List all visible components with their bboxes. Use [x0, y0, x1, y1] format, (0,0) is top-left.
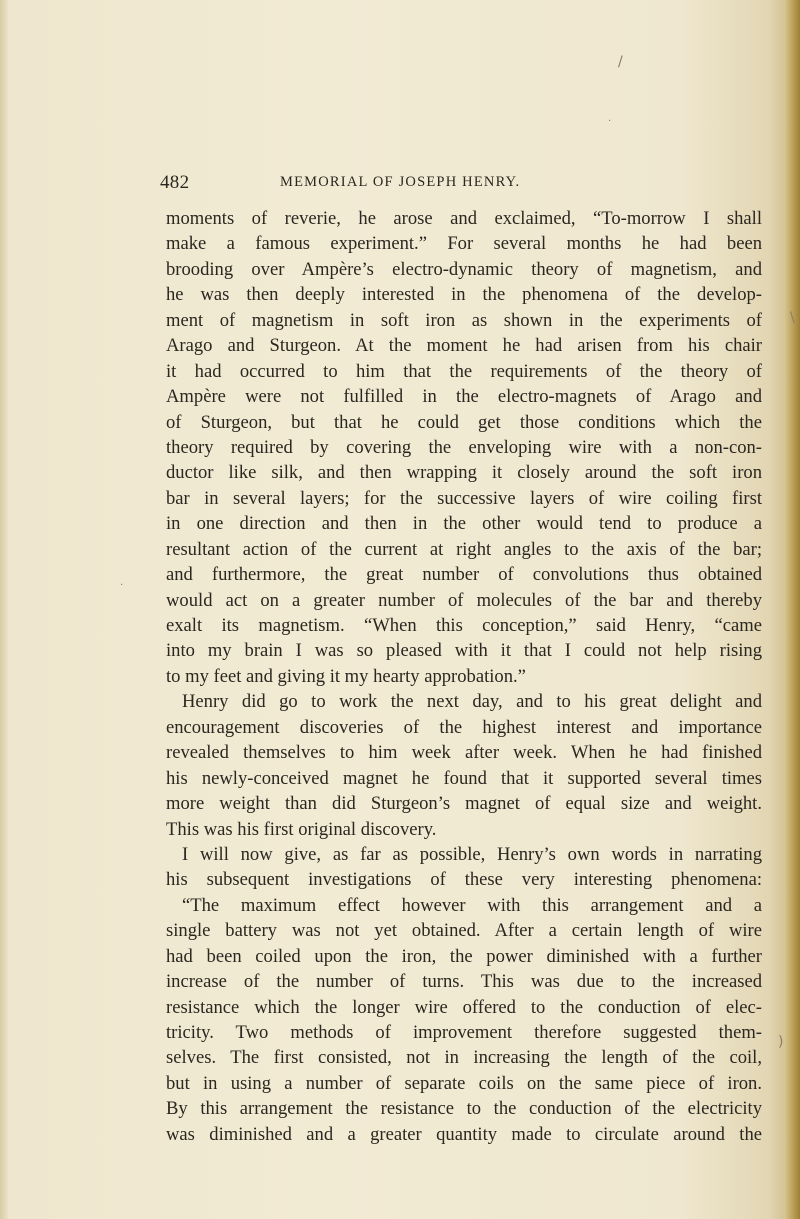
text-line: had been coiled upon the iron, the power diminished with a further [166, 945, 762, 967]
text-line: in one direction and then in the other would tend to produce a [166, 513, 762, 535]
text-line: into my brain I was so pleased with it that I could not help rising [166, 640, 762, 662]
text-line: selves. The first consisted, not in increasing the length of the coil, [166, 1047, 762, 1069]
text-line: would act on a greater number of molecules of the bar and thereby [166, 589, 762, 611]
margin-mark: \ [790, 310, 795, 326]
pencil-mark: / [618, 54, 623, 70]
text-line: By this arrangement the resistance to the conduction of the electricity [166, 1098, 762, 1120]
page-header [160, 172, 760, 196]
text-line: This was his first original discovery. [166, 818, 437, 840]
text-line: it had occurred to him that the requirements of the theory of [166, 360, 762, 382]
text-line: bar in several layers; for the successive layers of wire coiling first [166, 487, 762, 509]
text-line: his newly-conceived magnet he found that it supported several times [166, 767, 762, 789]
text-line: but in using a number of separate coils on the same piece of iron. [166, 1072, 762, 1094]
text-line: and furthermore, the great number of convolutions thus obtained [166, 564, 762, 586]
text-line: “The maximum effect however with this arrangement and a [182, 894, 762, 916]
text-line: of Sturgeon, but that he could get those conditions which the [166, 411, 762, 433]
text-line: tricity. Two methods of improvement therefore suggested them- [166, 1022, 762, 1043]
text-line: Ampère were not fulfilled in the electro-magnets of Arago and [166, 386, 762, 408]
text-line: revealed themselves to him week after week. When he had finished [166, 742, 762, 764]
text-line: increase of the number of turns. This was due to the increased [166, 971, 762, 993]
text-line: resultant action of the current at right angles to the axis of the bar; [166, 538, 762, 560]
specks: · [608, 116, 612, 127]
margin-dot: · [120, 580, 124, 591]
text-line: single battery was not yet obtained. After a certain length of wire [166, 920, 762, 942]
text-line: make a famous experiment.” For several months he had been [166, 233, 762, 255]
text-line: resistance which the longer wire offered to the conduction of elec- [166, 996, 762, 1018]
text-line: he was then deeply interested in the phenomena of the develop- [166, 284, 762, 306]
text-line: I will now give, as far as possible, Henry’s own words in narrating [182, 843, 762, 865]
text-line: encouragement discoveries of the highest interest and importance [166, 716, 762, 738]
text-line: Arago and Sturgeon. At the moment he had arisen from his chair [166, 335, 762, 357]
text-line: to my feet and giving it my hearty approbation.” [166, 665, 526, 687]
margin-mark: ) [778, 1034, 784, 1050]
page-number: 482 [160, 172, 190, 193]
body-text [166, 206, 762, 1147]
text-line: his subsequent investigations of these very interesting phenomena: [166, 869, 762, 891]
text-line: more weight than did Sturgeon’s magnet of equal size and weight. [166, 793, 762, 815]
text-line: exalt its magnetism. “When this conception,” said Henry, “came [166, 615, 762, 636]
text-line: theory required by covering the enveloping wire with a non-con- [166, 436, 762, 458]
text-line: moments of reverie, he arose and exclaimed, “To-morrow I shall [166, 208, 762, 229]
running-head: MEMORIAL OF JOSEPH HENRY. [280, 174, 521, 190]
text-line: ment of magnetism in soft iron as shown in the experiments of [166, 309, 762, 331]
page-gutter [0, 0, 8, 1219]
page-edge [784, 0, 800, 1219]
text-line: was diminished and a greater quantity made to circulate around the [166, 1123, 762, 1145]
text-line: brooding over Ampère’s electro-dynamic theory of magnetism, and [166, 258, 762, 280]
text-line: ductor like silk, and then wrapping it closely around the soft iron [166, 462, 762, 484]
text-line: Henry did go to work the next day, and to his great delight and [182, 691, 762, 713]
